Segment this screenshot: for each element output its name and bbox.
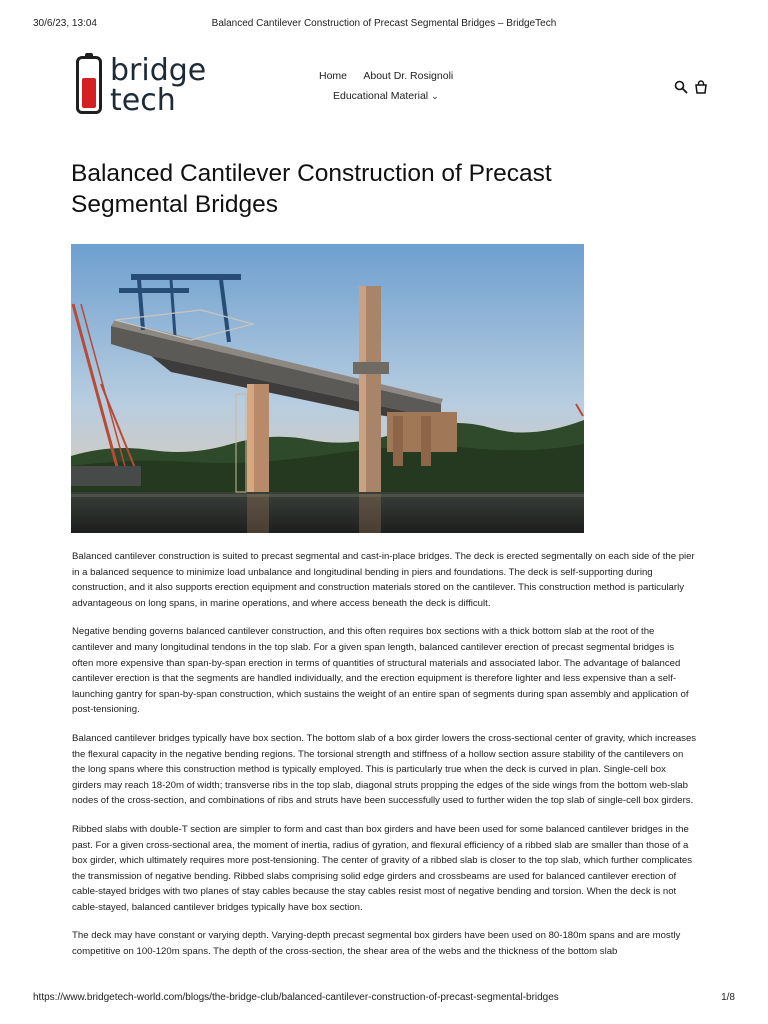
article-paragraph: Balanced cantilever construction is suited to precast segmental and cast-in-place bridges. The deck is erected segmentally on each side of the pier in a balanced sequence to minimize load unbalance and longitudinal bending in piers and foundations. The deck is self-supporting during construction, and it also supports erection equipment and construction materials stored on the cantilever. This construction method is particularly advantageous on long spans, in marine operations, and where access beneath the deck is difficult.	[72, 551, 695, 609]
article-paragraph: The deck may have constant or varying depth. Varying-depth precast segmental box girders have been used on 80-180m spans and are mostly competitive on 100-120m spans. The depth of the cross-section, the shear area of the webs and the thickness of the bottom slab	[72, 930, 681, 958]
article-paragraph: Negative bending governs balanced cantilever construction, and this often requires box sections with a thick bottom slab at the root of the cantilever and many longitudinal tendons in the top slab. For a given span length, balanced cantilever erection of precast segmental bridges is often more expensive than span-by-span erection in terms of quantities of structural materials and associated labor. The advantage of balanced cantilever erection is that the segments are handled individually, and the erection equipment is therefore lighter and less expensive than a self-launching gantry for span-by-span construction, which sustains the weight of an entire span of segments during span assembly and application of post-tensioning.	[72, 626, 689, 716]
chevron-down-icon: ⌄	[431, 91, 439, 101]
print-page-number: 1/8	[721, 992, 735, 1003]
nav-item-home[interactable]: Home	[319, 70, 348, 82]
site-logo[interactable]	[76, 54, 216, 118]
header-icons	[674, 78, 708, 96]
nav-item-about[interactable]: About Dr. Rosignoli	[363, 70, 454, 82]
article-paragraph: Balanced cantilever bridges typically have box section. The bottom slab of a box girder lowers the cross-sectional center of gravity, which increases the flexural capacity in the negative bending regions. The torsional strength and stiffness of a hollow section assure stability of the cantilevers on the long spans where this construction method is typically employed. This is particularly true when the deck is curved in plan. Single-cell box girders may reach 18-20m of width; transverse ribs in the top slab, diagonal struts propping the edges of the side wings from the bottom web-slab nodes of the cross-section, and combinations of ribs and struts have been successfully used to further widen the top slab of single-cell box girders.	[72, 732, 697, 807]
print-url[interactable]: https://www.bridgetech-world.com/blogs/the-bridge-club/balanced-cantilever-construction-of-precast-segmental-bridges	[33, 992, 559, 1003]
article-body	[72, 549, 697, 973]
page-title: Balanced Cantilever Construction of Precast Segmental Bridges	[71, 160, 552, 218]
cart-icon[interactable]	[694, 80, 708, 94]
print-page-title: Balanced Cantilever Construction of Precast Segmental Bridges – BridgeTech	[211, 18, 557, 29]
logo-word-tech: tech	[110, 83, 176, 118]
logo-word-bridge: bridge	[110, 53, 207, 88]
nav-dropdown-label: Educational Material	[333, 90, 429, 102]
print-header	[33, 18, 735, 32]
print-datetime: 30/6/23, 13:04	[33, 18, 97, 29]
battery-logo-icon	[76, 56, 102, 114]
bridge-construction-photo	[71, 244, 584, 533]
article-paragraph: Ribbed slabs with double-T section are simpler to form and cast than box girders and have been used for some balanced cantilever bridges in the past. For a given cross-sectional area, the moment of inertia, radius of gyration, and flexural efficiency of a ribbed slab are smaller than those of a box girder, which ultimately requires more post-tensioning. The center of gravity of a ribbed slab is closer to the top slab, which further complicates the transmission of negative bending. Ribbed slabs comprising solid edge girders and crossbeams are used for balanced cantilever erection of cable-stayed bridges with two planes of stay cables because the stay cables resist most of negative bending and torsion. When the deck is not cable-stayed, balanced cantilever bridges typically have box section.	[72, 823, 692, 913]
search-icon[interactable]	[674, 80, 688, 94]
nav-dropdown-educational-material[interactable]	[333, 90, 439, 102]
